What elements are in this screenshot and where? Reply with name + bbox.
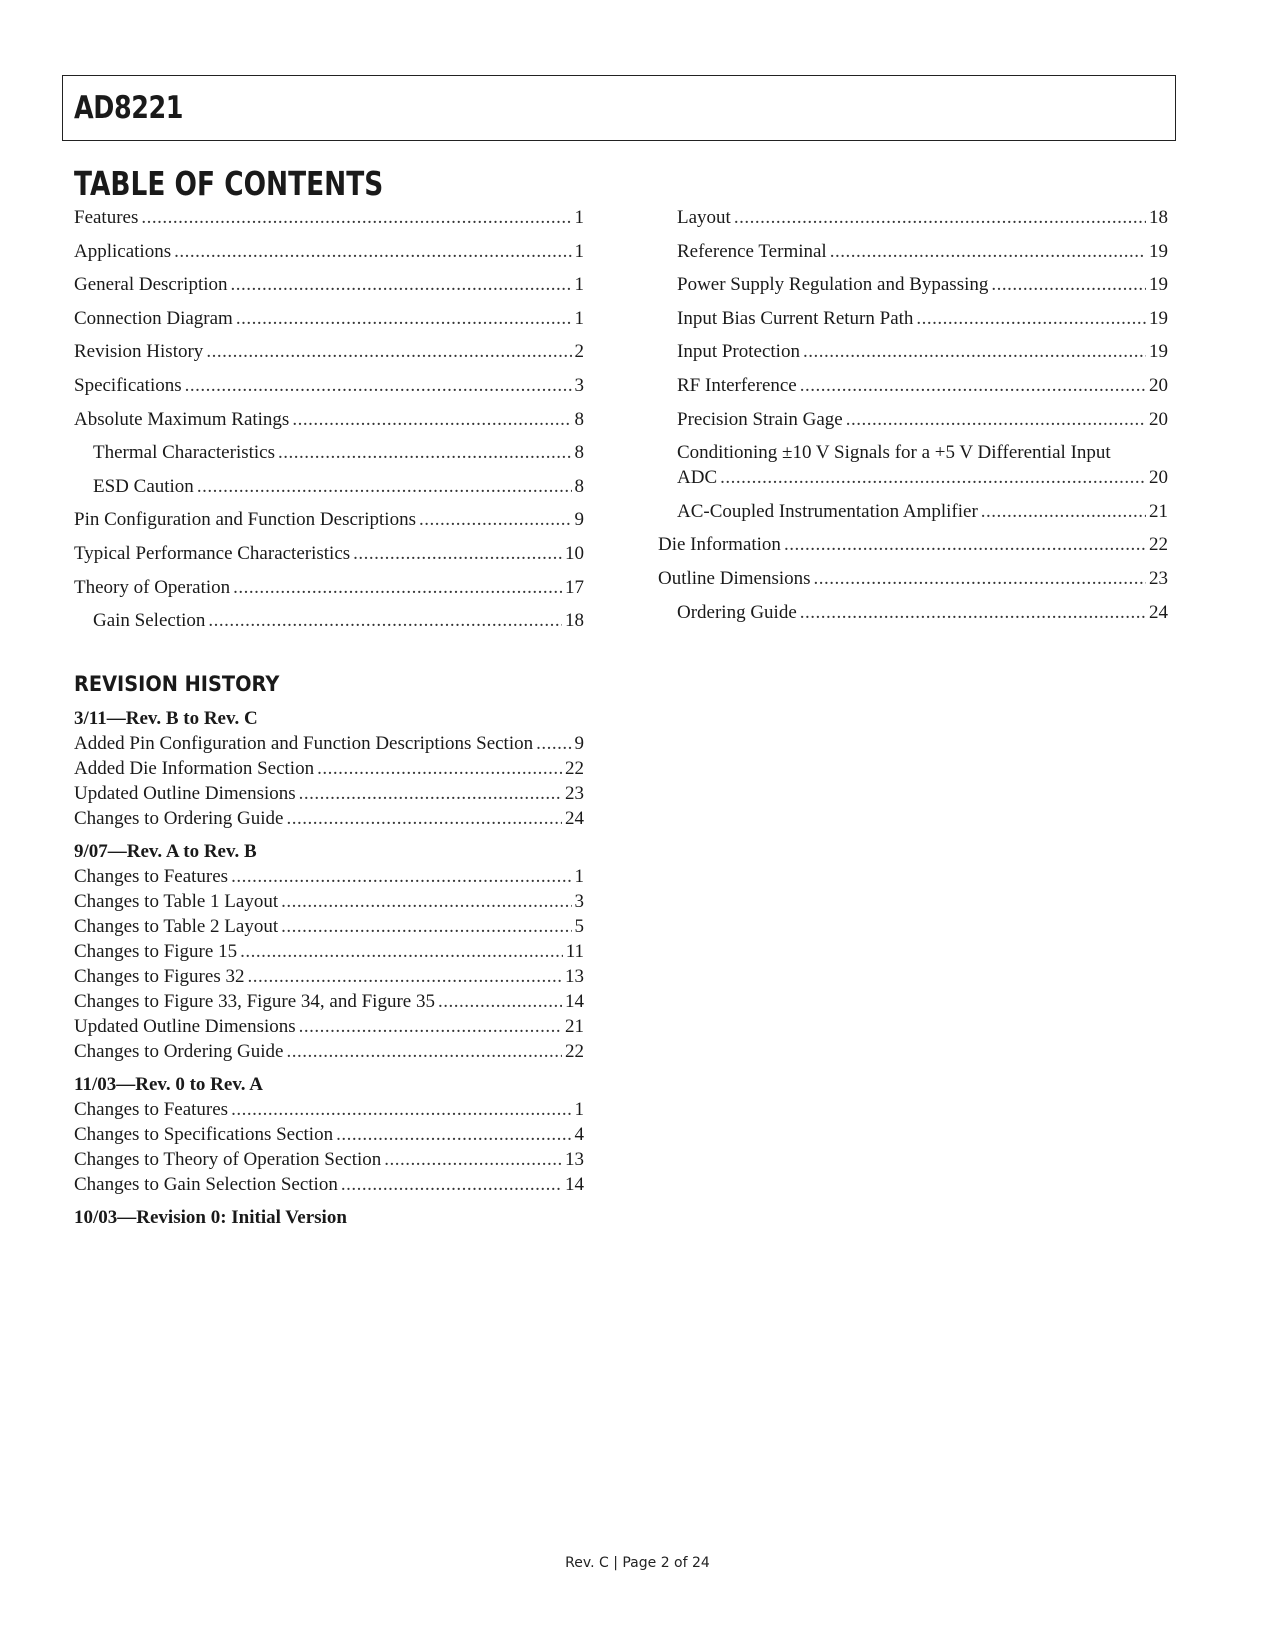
revision-entry[interactable] bbox=[74, 731, 584, 756]
dot-leader bbox=[846, 407, 1146, 432]
toc-entry[interactable] bbox=[74, 239, 584, 264]
toc-entry-page: 22 bbox=[1149, 534, 1168, 556]
revision-group bbox=[74, 839, 584, 1064]
dot-leader bbox=[438, 989, 562, 1014]
toc-entry-page: 19 bbox=[1149, 240, 1168, 262]
dot-leader bbox=[281, 889, 571, 914]
dot-leader bbox=[814, 566, 1146, 591]
toc-entry[interactable] bbox=[74, 474, 584, 499]
revision-entry-label: Changes to Ordering Guide bbox=[74, 1041, 284, 1062]
dot-leader bbox=[916, 306, 1146, 331]
revision-heading: 3/11—Rev. B to Rev. C bbox=[74, 708, 258, 729]
revision-entry-page: 3 bbox=[574, 891, 584, 912]
part-number: AD8221 bbox=[74, 90, 184, 126]
revision-entry[interactable] bbox=[74, 989, 584, 1014]
dot-leader bbox=[292, 407, 571, 432]
revision-entry-page: 13 bbox=[565, 1149, 584, 1170]
dot-leader bbox=[231, 864, 571, 889]
revision-entry[interactable] bbox=[74, 1014, 584, 1039]
toc-entry-label: Reference Terminal bbox=[677, 240, 827, 262]
header-box bbox=[62, 75, 1176, 141]
toc-entry-label: Absolute Maximum Ratings bbox=[74, 408, 290, 430]
revision-entry[interactable] bbox=[74, 1147, 584, 1172]
revision-entry[interactable] bbox=[74, 781, 584, 806]
toc-entry[interactable] bbox=[74, 272, 584, 297]
dot-leader bbox=[174, 239, 571, 264]
toc-entry-label: Outline Dimensions bbox=[658, 567, 811, 589]
toc-entry-page: 23 bbox=[1149, 567, 1168, 589]
toc-entry[interactable] bbox=[658, 532, 1168, 557]
toc-entry-page: 3 bbox=[574, 374, 584, 396]
dot-leader bbox=[720, 465, 1146, 490]
dot-leader bbox=[341, 1172, 562, 1197]
toc-entry-page: 18 bbox=[1149, 207, 1168, 228]
revision-entry-page: 4 bbox=[574, 1124, 584, 1145]
revision-history-list bbox=[74, 706, 584, 1238]
toc-entry-page: 2 bbox=[574, 341, 584, 363]
toc-entry-continuation bbox=[677, 465, 1168, 490]
toc-entry-page: 21 bbox=[1149, 500, 1168, 522]
dot-leader bbox=[286, 1039, 562, 1064]
revision-group bbox=[74, 1072, 584, 1197]
revision-entry[interactable] bbox=[74, 1097, 584, 1122]
toc-entry-label: Gain Selection bbox=[93, 610, 206, 632]
toc-entry[interactable] bbox=[658, 306, 1168, 331]
dot-leader bbox=[991, 272, 1146, 297]
dot-leader bbox=[317, 756, 562, 781]
revision-entry-label: Added Pin Configuration and Function Descriptions Section bbox=[74, 733, 534, 754]
toc-entry-label: Specifications bbox=[74, 374, 182, 396]
toc-entry-label: Typical Performance Characteristics bbox=[74, 542, 351, 564]
toc-entry[interactable] bbox=[74, 407, 584, 432]
toc-entry-page: 19 bbox=[1149, 341, 1168, 363]
dot-leader bbox=[981, 499, 1146, 524]
toc-entry-label: Conditioning ±10 V Signals for a +5 V Differential Input bbox=[677, 442, 1111, 464]
toc-entry-label: Revision History bbox=[74, 341, 204, 363]
revision-entry-page: 21 bbox=[565, 1016, 584, 1037]
toc-entry[interactable] bbox=[74, 339, 584, 364]
toc-entry-label: Input Bias Current Return Path bbox=[677, 307, 914, 329]
toc-entry[interactable] bbox=[658, 600, 1168, 625]
revision-heading: 11/03—Rev. 0 to Rev. A bbox=[74, 1074, 263, 1095]
dot-leader bbox=[240, 939, 563, 964]
toc-entry-label: Pin Configuration and Function Descriptions bbox=[74, 509, 416, 531]
dot-leader bbox=[206, 339, 571, 364]
revision-entry-label: Changes to Table 1 Layout bbox=[74, 891, 279, 912]
revision-entry-page: 9 bbox=[574, 733, 584, 754]
toc-entry-page: 19 bbox=[1149, 274, 1168, 296]
toc-entry[interactable] bbox=[658, 440, 1168, 490]
toc-entry-label: Features bbox=[74, 207, 139, 228]
toc-entry-label: Theory of Operation bbox=[74, 576, 231, 598]
dot-leader bbox=[536, 731, 571, 756]
revision-entry-label: Changes to Table 2 Layout bbox=[74, 916, 279, 937]
dot-leader bbox=[281, 914, 571, 939]
dot-leader bbox=[419, 507, 572, 532]
toc-entry-page: 20 bbox=[1149, 408, 1168, 430]
toc-entry-page: 18 bbox=[565, 610, 584, 632]
dot-leader bbox=[384, 1147, 562, 1172]
toc-entry-page: 1 bbox=[574, 207, 584, 228]
toc-entry-label: Die Information bbox=[658, 534, 781, 556]
dot-leader bbox=[830, 239, 1146, 264]
toc-entry[interactable] bbox=[658, 272, 1168, 297]
toc-entry[interactable] bbox=[74, 440, 584, 465]
revision-entry-page: 1 bbox=[574, 866, 584, 887]
toc-entry-label: Thermal Characteristics bbox=[93, 442, 276, 464]
revision-entry-label: Changes to Figure 33, Figure 34, and Figure 35 bbox=[74, 991, 435, 1012]
toc-entry-label: Power Supply Regulation and Bypassing bbox=[677, 274, 989, 296]
toc-entry[interactable] bbox=[658, 205, 1168, 230]
revision-heading: 10/03—Revision 0: Initial Version bbox=[74, 1207, 347, 1228]
toc-entry[interactable] bbox=[74, 205, 584, 230]
toc-entry[interactable] bbox=[658, 239, 1168, 264]
toc-entry[interactable] bbox=[74, 373, 584, 398]
revision-entry-page: 23 bbox=[565, 783, 584, 804]
revision-entry-page: 5 bbox=[574, 916, 584, 937]
toc-entry-page: 1 bbox=[574, 274, 584, 296]
toc-entry[interactable] bbox=[74, 541, 584, 566]
dot-leader bbox=[141, 205, 571, 230]
toc-entry-page: 24 bbox=[1149, 601, 1168, 623]
toc-entry-page: 8 bbox=[574, 475, 584, 497]
toc-entry[interactable] bbox=[658, 339, 1168, 364]
toc-left-column bbox=[74, 205, 584, 642]
dot-leader bbox=[299, 1014, 562, 1039]
toc-entry-label: Precision Strain Gage bbox=[677, 408, 843, 430]
toc-entry-label: RF Interference bbox=[677, 374, 797, 396]
revision-entry-page: 14 bbox=[565, 1174, 584, 1195]
toc-entry[interactable] bbox=[74, 608, 584, 633]
toc-entry-label: Layout bbox=[677, 207, 731, 228]
dot-leader bbox=[800, 373, 1146, 398]
revision-entry[interactable] bbox=[74, 939, 584, 964]
toc-entry-page: 17 bbox=[565, 576, 584, 598]
revision-group bbox=[74, 1205, 584, 1230]
dot-leader bbox=[231, 272, 572, 297]
toc-entry[interactable] bbox=[658, 499, 1168, 524]
revision-entry-page: 13 bbox=[565, 966, 584, 987]
revision-entry-label: Changes to Features bbox=[74, 866, 229, 887]
dot-leader bbox=[734, 205, 1146, 230]
dot-leader bbox=[286, 806, 562, 831]
toc-entry-page: 1 bbox=[574, 307, 584, 329]
toc-entry-page: 20 bbox=[1149, 467, 1168, 489]
toc-title: TABLE OF CONTENTS bbox=[74, 164, 384, 203]
revision-entry[interactable] bbox=[74, 964, 584, 989]
toc-entry-page: 19 bbox=[1149, 307, 1168, 329]
toc-entry-page: 1 bbox=[574, 240, 584, 262]
dot-leader bbox=[197, 474, 572, 499]
toc-entry[interactable] bbox=[74, 575, 584, 600]
revision-entry-label: Added Die Information Section bbox=[74, 758, 315, 779]
toc-entry-page: 9 bbox=[574, 509, 584, 531]
dot-leader bbox=[233, 575, 562, 600]
revision-entry-page: 1 bbox=[574, 1099, 584, 1120]
toc-entry[interactable] bbox=[658, 373, 1168, 398]
revision-group bbox=[74, 706, 584, 831]
revision-entry[interactable] bbox=[74, 1039, 584, 1064]
revision-entry-page: 11 bbox=[565, 941, 584, 962]
toc-entry-label: General Description bbox=[74, 274, 228, 296]
revision-entry-label: Changes to Gain Selection Section bbox=[74, 1174, 338, 1195]
toc-entry-page: 8 bbox=[574, 408, 584, 430]
toc-entry[interactable] bbox=[74, 507, 584, 532]
dot-leader bbox=[247, 964, 562, 989]
revision-entry-page: 24 bbox=[565, 808, 584, 829]
revision-heading: 9/07—Rev. A to Rev. B bbox=[74, 841, 257, 862]
toc-entry-page: 20 bbox=[1149, 374, 1168, 396]
revision-entry[interactable] bbox=[74, 806, 584, 831]
revision-history-title: REVISION HISTORY bbox=[74, 672, 280, 696]
dot-leader bbox=[185, 373, 572, 398]
revision-entry-label: Changes to Ordering Guide bbox=[74, 808, 284, 829]
revision-entry[interactable] bbox=[74, 1172, 584, 1197]
revision-entry[interactable] bbox=[74, 889, 584, 914]
revision-entry-page: 22 bbox=[565, 1041, 584, 1062]
revision-entry-label: Changes to Figures 32 bbox=[74, 966, 245, 987]
toc-entry-label: AC-Coupled Instrumentation Amplifier bbox=[677, 500, 978, 522]
revision-entry-label: Changes to Specifications Section bbox=[74, 1124, 334, 1145]
revision-entry-page: 22 bbox=[565, 758, 584, 779]
toc-entry-label: ESD Caution bbox=[93, 475, 194, 497]
revision-entry-label: Changes to Theory of Operation Section bbox=[74, 1149, 382, 1170]
dot-leader bbox=[208, 608, 562, 633]
toc-entry-label: Applications bbox=[74, 240, 172, 262]
revision-entry[interactable] bbox=[74, 914, 584, 939]
toc-right-column bbox=[658, 205, 1168, 633]
dot-leader bbox=[336, 1122, 571, 1147]
revision-entry-page: 14 bbox=[565, 991, 584, 1012]
toc-entry[interactable] bbox=[658, 566, 1168, 591]
revision-entry-label: Changes to Features bbox=[74, 1099, 229, 1120]
toc-entry[interactable] bbox=[658, 407, 1168, 432]
toc-entry-page: 10 bbox=[565, 542, 584, 564]
toc-entry-label: Input Protection bbox=[677, 341, 800, 363]
revision-entry-label: Updated Outline Dimensions bbox=[74, 1016, 296, 1037]
dot-leader bbox=[299, 781, 562, 806]
revision-entry-label: Changes to Figure 15 bbox=[74, 941, 238, 962]
dot-leader bbox=[278, 440, 571, 465]
dot-leader bbox=[803, 339, 1146, 364]
revision-entry-label: Updated Outline Dimensions bbox=[74, 783, 296, 804]
revision-entry[interactable] bbox=[74, 864, 584, 889]
dot-leader bbox=[784, 532, 1146, 557]
page-footer: Rev. C | Page 2 of 24 bbox=[565, 1555, 710, 1571]
revision-entry[interactable] bbox=[74, 756, 584, 781]
dot-leader bbox=[236, 306, 572, 331]
toc-entry-label: Ordering Guide bbox=[677, 601, 797, 623]
toc-entry[interactable] bbox=[74, 306, 584, 331]
toc-entry-label-continued: ADC bbox=[677, 467, 718, 489]
dot-leader bbox=[353, 541, 562, 566]
dot-leader bbox=[800, 600, 1146, 625]
dot-leader bbox=[231, 1097, 571, 1122]
toc-entry-page: 8 bbox=[574, 442, 584, 464]
toc-entry-label: Connection Diagram bbox=[74, 307, 233, 329]
revision-entry[interactable] bbox=[74, 1122, 584, 1147]
